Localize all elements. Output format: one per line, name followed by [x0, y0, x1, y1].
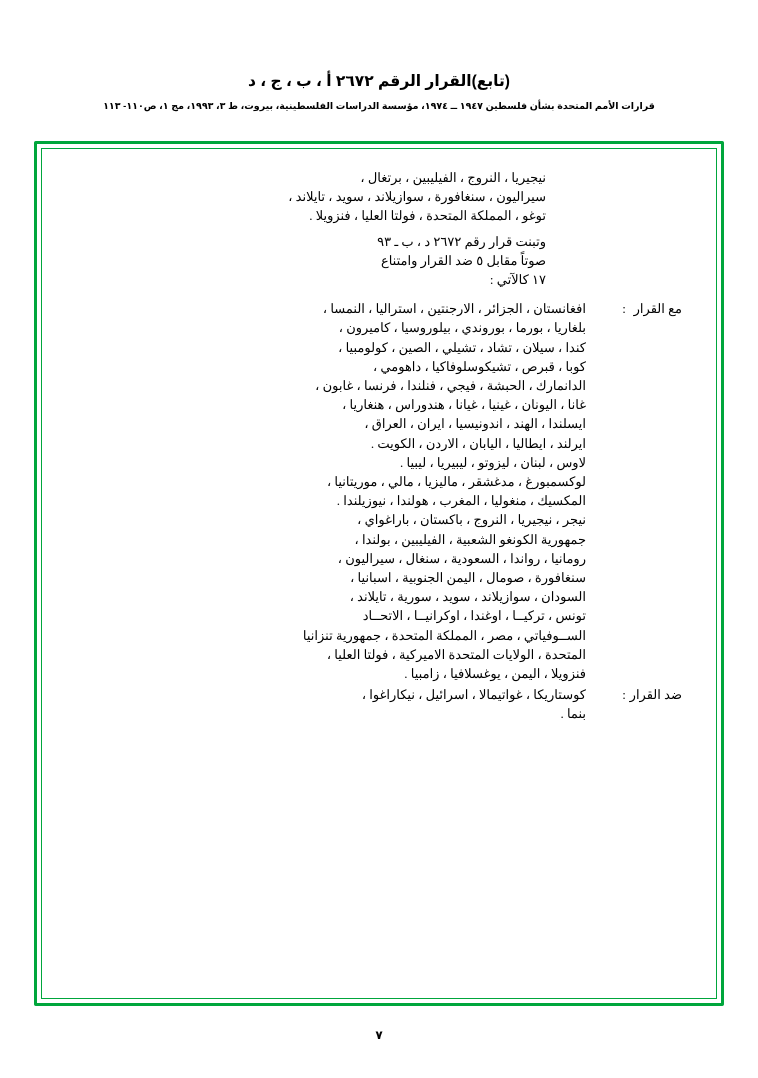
vote-line: رومانيا ، رواندا ، السعودية ، سنغال ، سيراليون ،: [337, 550, 586, 566]
page-number: ٧: [375, 1028, 383, 1042]
vote-line: ايسلندا ، الهند ، اندونيسيا ، ايران ، العراق ،: [364, 416, 586, 432]
vote-line: فنزويلا ، اليمن ، يوغسلافيا ، زامبيا .: [404, 666, 586, 682]
vote-line: المتحدة ، الولايات المتحدة الاميركية ، فولتا العليا ،: [326, 646, 586, 662]
vote-group-for: [34, 299, 724, 683]
vote-label-for: مع القرار: [633, 301, 682, 317]
spacer: [34, 289, 724, 297]
document-header: [0, 72, 758, 112]
vote-colon: :: [622, 301, 626, 317]
vote-line: الســوفياتي ، مصر ، المملكة المتحدة ، جمهورية تنزانيا: [302, 627, 586, 643]
vote-line: افغانستان ، الجزائر ، الارجنتين ، استراليا ، النمسا ،: [322, 301, 586, 317]
document-body: [34, 168, 724, 724]
vote-line: بنما .: [560, 706, 586, 722]
vote-line: بلغاريا ، بورما ، بوروندي ، بيلوروسيا ، كاميرون ،: [338, 320, 586, 336]
vote-line: ايرلند ، ايطاليا ، اليابان ، الاردن ، الكويت .: [370, 435, 586, 451]
vote-line: كندا ، سيلان ، تشاد ، تشيلي ، الصين ، كولومبيا ،: [338, 339, 586, 355]
vote-line: سنغافورة ، صومال ، اليمن الجنوبية ، اسبانيا ،: [350, 570, 586, 586]
vote-row: [34, 685, 724, 723]
result-line: وتبنت قرار رقم ٢٦٧٢ د ، ب ـ ٩٣: [377, 233, 546, 249]
vote-line: نيجر ، نيجيريا ، النروج ، باكستان ، باراغواي ،: [357, 512, 586, 528]
vote-line: كوستاريكا ، غواتيمالا ، اسرائيل ، نيكاراغوا ،: [361, 687, 586, 703]
vote-row: [34, 299, 724, 683]
page-title: (تابع)القرار الرقم ٢٦٧٢ أ ، ب ، ج ، د: [248, 73, 510, 90]
vote-line: تونس ، تركيــا ، اوغندا ، اوكرانيــا ، الاتحــاد: [362, 608, 586, 624]
source-citation: قرارات الأمم المتحدة بشأن فلسطين ١٩٤٧ ــ ١٩٧٤، مؤسسة الدراسات الفلسطينية، بيروت، ط ٣، ١٩٩٣، مج ١، ص١١٠- ١١٣: [103, 101, 655, 112]
vote-group-against: [34, 685, 724, 723]
vote-line: الدانمارك ، الحبشة ، فيجي ، فنلندا ، فرنسا ، غابون ،: [315, 378, 586, 394]
vote-line: كوبا ، قبرص ، تشيكوسلوفاكيا ، داهومي ،: [372, 358, 586, 374]
intro-line: توغو ، المملكة المتحدة ، فولتا العليا ، فنزويلا .: [309, 208, 546, 224]
vote-label-against: ضد القرار: [629, 687, 682, 703]
result-line: ١٧ كالآتي :: [489, 272, 546, 288]
vote-country-list-for: [34, 299, 616, 683]
vote-line: المكسيك ، منغوليا ، المغرب ، هولندا ، نيوزيلندا .: [336, 493, 586, 509]
intro-paragraph: [34, 168, 724, 226]
vote-line: لاوس ، لبنان ، ليزوتو ، ليبيريا ، ليبيا .: [400, 454, 586, 470]
result-paragraph: [34, 232, 724, 290]
intro-line: سيراليون ، سنغافورة ، سوازيلاند ، سويد ، تايلاند ،: [288, 189, 546, 205]
intro-line: نيجيريا ، النروج ، الفيليبين ، برتغال ،: [360, 170, 546, 185]
vote-line: غانا ، اليونان ، غينيا ، غيانا ، هندوراس ، هنغاريا ،: [342, 397, 586, 413]
vote-line: جمهورية الكونغو الشعبية ، الفيليبين ، بولندا ،: [354, 531, 586, 547]
result-line: صوتاً مقابل ٥ ضد القرار وامتناع: [380, 252, 546, 268]
vote-country-list-against: [34, 685, 616, 723]
vote-line: السودان ، سوازيلاند ، سويد ، سورية ، تايلاند ،: [349, 589, 586, 605]
vote-line: لوكسمبورغ ، مدغشقر ، ماليزيا ، مالي ، موريتانيا ،: [326, 474, 586, 490]
vote-colon: :: [622, 687, 626, 703]
